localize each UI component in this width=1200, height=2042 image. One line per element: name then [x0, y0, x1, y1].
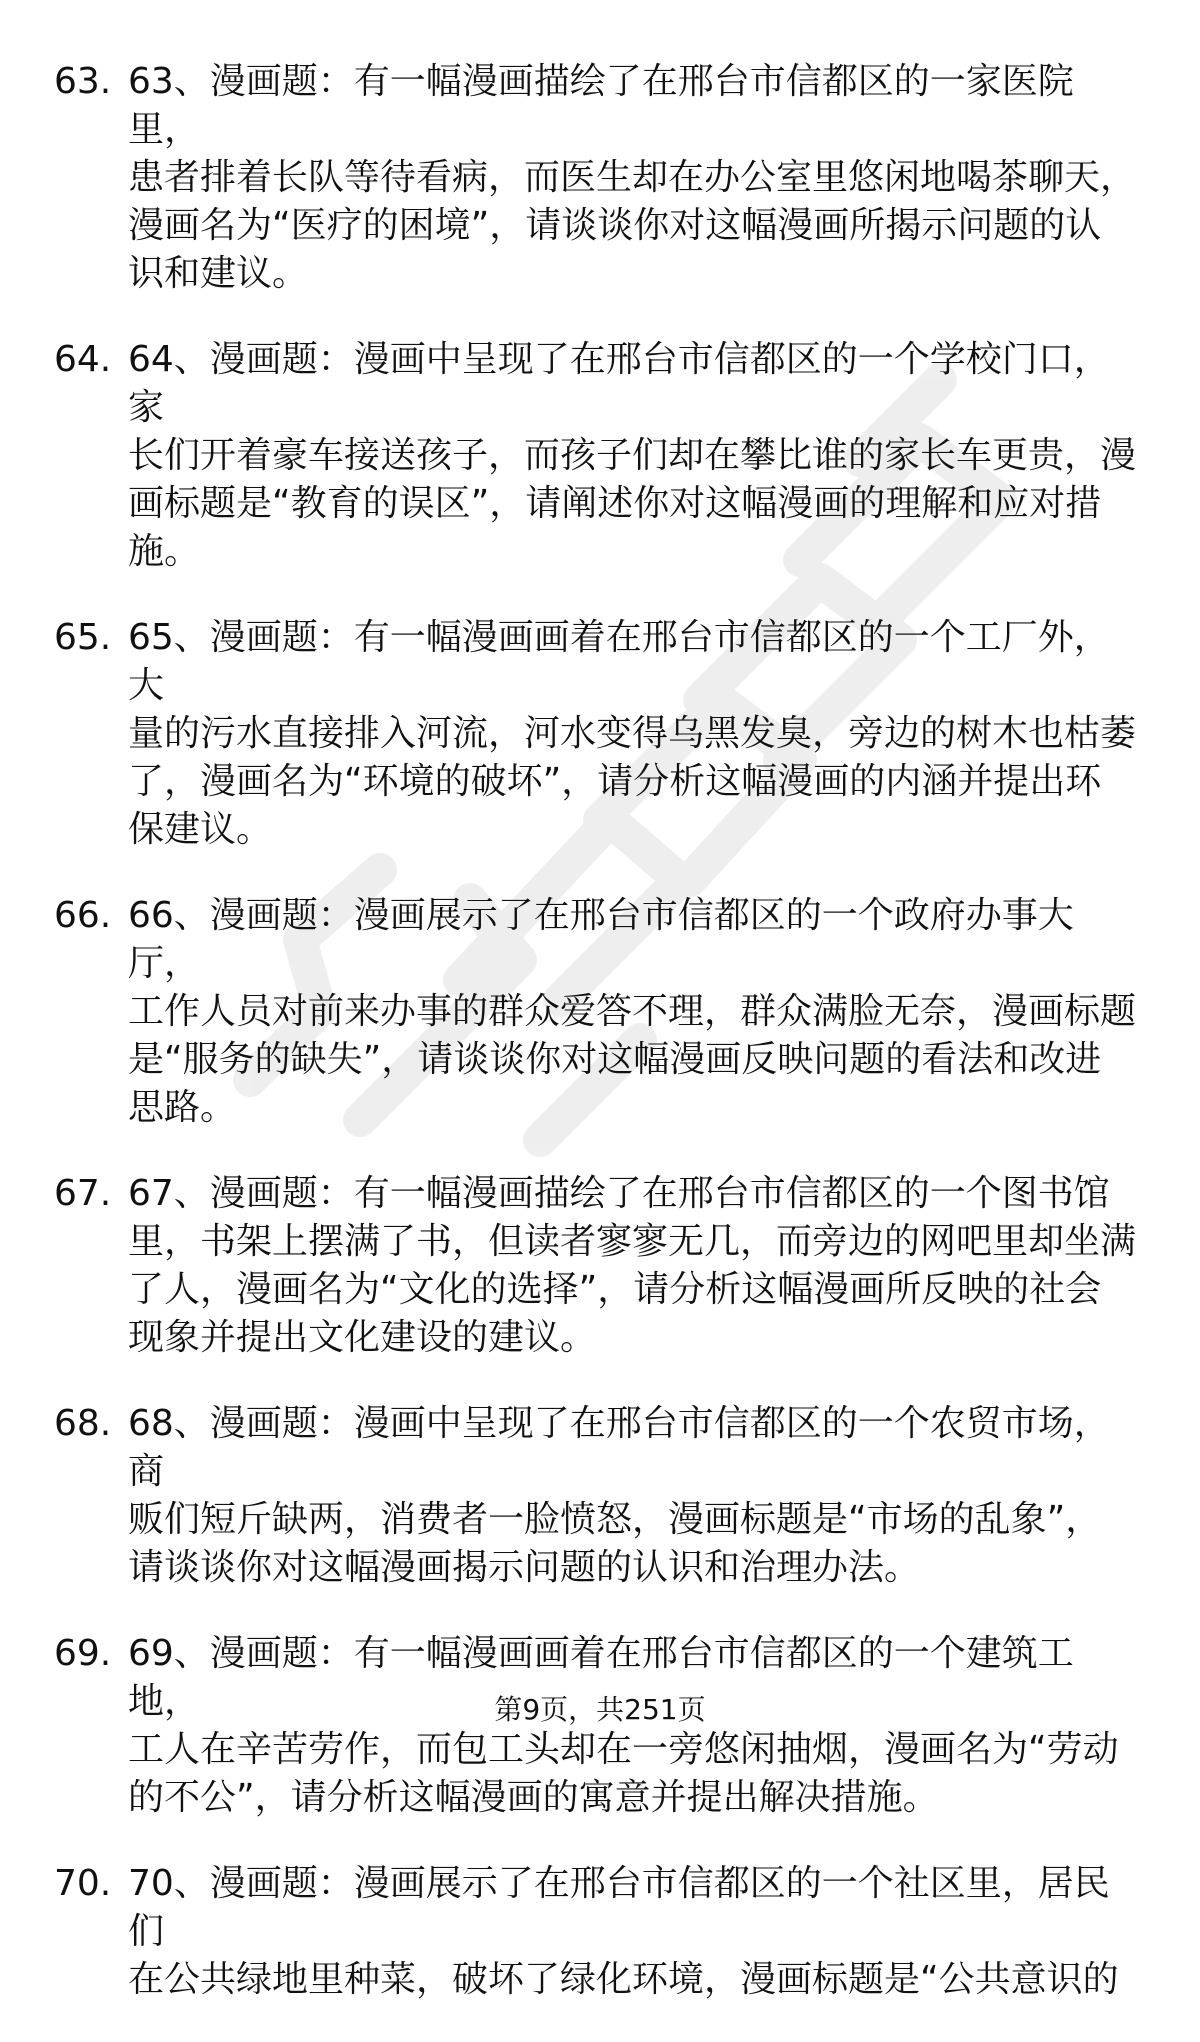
page-footer: 第9页，共251页: [494, 1693, 706, 1726]
question-text: 65、漫画题：有一幅漫画画着在邢台市信都区的一个工厂外，大 量的污水直接排入河流，河水变得乌黑发臭，旁边的树木也枯萎 了，漫画名为“环境的破坏”，请分析这幅漫画的内涵并提出环 保建议。: [128, 617, 1137, 850]
question-item-66: [0, 892, 1200, 1132]
question-text: 69、漫画题：有一幅漫画画着在邢台市信都区的一个建筑工地， 工人在辛苦劳作，而包工头却在一旁悠闲抽烟，漫画名为“劳动 的不公”，请分析这幅漫画的寓意并提出解决措施。: [128, 1633, 1119, 1818]
question-item-65: [0, 614, 1200, 854]
question-text: 68、漫画题：漫画中呈现了在邢台市信都区的一个农贸市场，商 贩们短斤缺两，消费者一脸愤怒，漫画标题是“市场的乱象”， 请谈谈你对这幅漫画揭示问题的认识和治理办法。: [128, 1403, 1110, 1588]
question-number: 64.: [54, 339, 112, 380]
question-text: 70、漫画题：漫画展示了在邢台市信都区的一个社区里，居民们 在公共绿地里种菜，破坏了绿化环境，漫画标题是“公共意识的: [128, 1863, 1119, 2000]
question-number: 68.: [54, 1403, 112, 1444]
question-item-67: [0, 1170, 1200, 1362]
question-text: 64、漫画题：漫画中呈现了在邢台市信都区的一个学校门口，家 长们开着豪车接送孩子，而孩子们却在攀比谁的家长车更贵，漫 画标题是“教育的误区”，请阐述你对这幅漫画的理解和应对措 施。: [128, 339, 1137, 572]
question-item-64: [0, 336, 1200, 576]
question-number: 63.: [54, 61, 112, 102]
question-number: 70.: [54, 1863, 112, 1904]
question-number: 65.: [54, 617, 112, 658]
question-text: 66、漫画题：漫画展示了在邢台市信都区的一个政府办事大厅， 工作人员对前来办事的群众爱答不理，群众满脸无奈，漫画标题 是“服务的缺失”，请谈谈你对这幅漫画反映问题的看法和改进 思路。: [128, 895, 1137, 1128]
question-number: 67.: [54, 1173, 112, 1214]
question-text: 63、漫画题：有一幅漫画描绘了在邢台市信都区的一家医院里， 患者排着长队等待看病，而医生却在办公室里悠闲地喝茶聊天， 漫画名为“医疗的困境”，请谈谈你对这幅漫画所揭示问题的认 识和建议。: [128, 61, 1137, 294]
question-item-70: [0, 1860, 1200, 2004]
question-text: 67、漫画题：有一幅漫画描绘了在邢台市信都区的一个图书馆 里，书架上摆满了书，但读者寥寥无几，而旁边的网吧里却坐满 了人，漫画名为“文化的选择”，请分析这幅漫画所反映的社会 现象并提出文化建设的建议。: [128, 1173, 1137, 1358]
question-list: [0, 58, 1200, 2042]
question-item-63: [0, 58, 1200, 298]
question-number: 69.: [54, 1633, 112, 1674]
question-item-68: [0, 1400, 1200, 1592]
question-number: 66.: [54, 895, 112, 936]
